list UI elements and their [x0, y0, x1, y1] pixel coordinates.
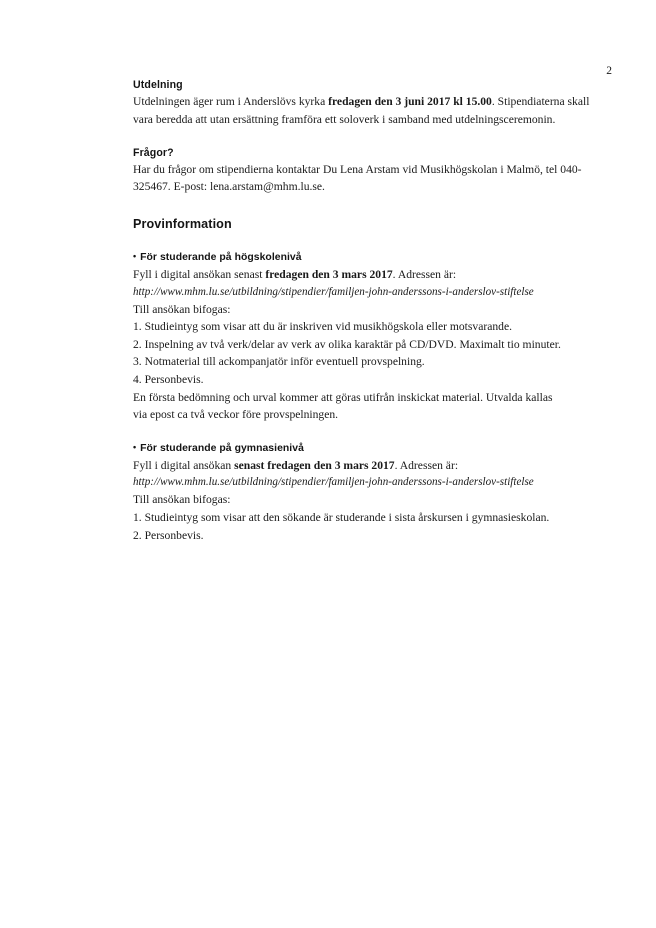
- hogskoleniva-note-line-2: via epost ca två veckor före provspelningen.: [133, 408, 339, 422]
- heading-provinformation: Provinformation: [133, 217, 232, 232]
- hogskoleniva-note-line-1: En första bedömning och urval kommer att göras utifrån inskickat material. Utvalda kallas: [133, 390, 553, 404]
- spacer: [133, 236, 611, 250]
- list-item: 2. Inspelning av två verk/delar av verk av olika karaktär på CD/DVD. Maximalt tio minuter.: [133, 337, 561, 351]
- spacer: [133, 196, 611, 216]
- bullet-icon: •: [133, 441, 137, 452]
- list-item: 4. Personbevis.: [133, 372, 204, 386]
- gymnasieniva-attachments-label: Till ansökan bifogas:: [133, 493, 231, 507]
- paragraph-utdelning: [133, 93, 611, 128]
- bullet-icon: •: [133, 251, 137, 262]
- gymnasieniva-apply-line: [133, 457, 611, 475]
- hogskoleniva-attachments-label: Till ansökan bifogas:: [133, 302, 231, 316]
- list-item: 3. Notmaterial till ackompanjatör inför eventuell provspelning.: [133, 355, 425, 369]
- heading-hogskoleniva: [133, 250, 611, 265]
- heading-hogskoleniva-label: För studerande på högskolenivå: [140, 252, 302, 264]
- list-item: 1. Studieintyg som visar att du är inskriven vid musikhögskola eller motsvarande.: [133, 320, 512, 334]
- heading-fragor: Frågor?: [133, 146, 174, 159]
- hogskoleniva-apply-line: [133, 266, 611, 284]
- hogskoleniva-attachment-list: [133, 318, 611, 388]
- hogskoleniva-apply-pre: Fyll i digital ansökan senast: [133, 268, 266, 282]
- hogskoleniva-deadline-bold: fredagen den 3 mars 2017: [265, 268, 393, 282]
- gymnasieniva-apply-post: . Adressen är:: [394, 458, 459, 472]
- page-number: 2: [606, 65, 612, 77]
- list-item: 1. Studieintyg som visar att den sökande är studerande i sista årskursen i gymnasieskolan.: [133, 510, 550, 524]
- hogskoleniva-application-url[interactable]: http://www.mhm.lu.se/utbildning/stipendier/familjen-john-anderssons-i-anderslov-stiftelse: [133, 285, 534, 298]
- spacer: [133, 424, 611, 441]
- gymnasieniva-application-url[interactable]: http://www.mhm.lu.se/utbildning/stipendier/familjen-john-anderssons-i-anderslov-stiftelse: [133, 476, 534, 489]
- document-body: [133, 78, 611, 544]
- gymnasieniva-deadline-bold: senast fredagen den 3 mars 2017: [234, 458, 395, 472]
- paragraph-fragor: Har du frågor om stipendierna kontaktar Du Lena Arstam vid Musikhögskolan i Malmö, tel 040-325467. E-post: lena.arstam@mhm.lu.se.: [133, 162, 582, 194]
- heading-gymnasieniva: [133, 441, 611, 456]
- heading-utdelning: Utdelning: [133, 79, 183, 91]
- gymnasieniva-apply-pre: Fyll i digital ansökan: [133, 458, 235, 472]
- gymnasieniva-attachment-list: [133, 509, 611, 544]
- utdelning-text-post: . Stipendiaterna skall vara beredda att utan ersättning framföra ett soloverk i samband med utdelningsceremonin.: [133, 95, 590, 126]
- spacer: [133, 129, 611, 146]
- utdelning-text-pre: Utdelningen äger rum i Anderslövs kyrka: [133, 95, 329, 109]
- heading-gymnasieniva-label: För studerande på gymnasienivå: [140, 442, 304, 454]
- hogskoleniva-apply-post: . Adressen är:: [392, 268, 457, 282]
- list-item: 2. Personbevis.: [133, 528, 204, 542]
- utdelning-date-bold: fredagen den 3 juni 2017 kl 15.00: [328, 95, 492, 109]
